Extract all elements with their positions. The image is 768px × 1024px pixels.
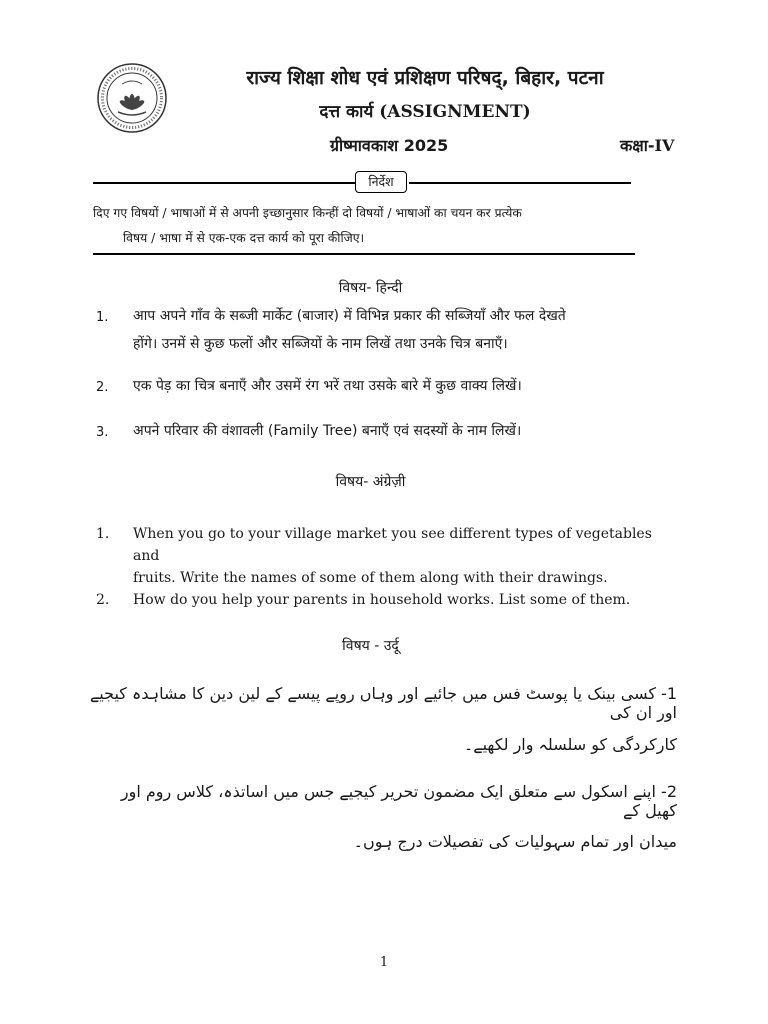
session-label: ग्रीष्मावकाश 2025 (330, 136, 449, 155)
urdu-q1-line-2: کارکردگی کو سلسلہ وار لکھیے۔ (463, 735, 677, 754)
page-number: 1 (379, 955, 389, 970)
subtitle-english: (ASSIGNMENT) (379, 102, 531, 122)
subtitle-hindi: दत्त कार्य (319, 102, 374, 122)
class-label (620, 134, 674, 156)
question-number: 1. (96, 526, 110, 542)
question-number: 1. (96, 310, 109, 325)
subject-heading-hindi: विषय- हिन्दी (338, 280, 403, 296)
council-title: राज्य शिक्षा शोध एवं प्रशिक्षण परिषद्, बिहार, पटना (246, 67, 604, 89)
english-q1-line-1: When you go to your village market you see different types of vegetables and (133, 526, 652, 564)
scert-seal-logo (96, 62, 168, 134)
instructions-heading: निर्देश (355, 171, 407, 193)
urdu-q2-line-2: میدان اور تمام سہولیات کی تفصیلات درج ہوں۔ (353, 832, 677, 851)
hindi-question-2: एक पेड़ का चित्र बनाएँ और उसमें रंग भरें तथा उसके बारे में कुछ वाक्य लिखें। (133, 378, 522, 394)
question-number: 2. (96, 380, 109, 395)
question-number: 3. (96, 425, 109, 440)
divider (93, 253, 635, 255)
class-label-text: कक्षा- (620, 136, 655, 155)
urdu-q1-line-1: 1- کسی بینک یا پوسٹ فس میں جائیے اور وہاں روپے پیسے کے لین دین کا مشاہدہ کیجیے اور ان کی (89, 684, 677, 722)
instructions-line-1: दिए गए विषयों / भाषाओं में से अपनी इच्छानुसार किन्हीं दो विषयों / भाषाओं का चयन कर प्रत्येक (93, 206, 522, 220)
subject-heading-english: विषय- अंग्रेज़ी (335, 474, 406, 490)
english-q1-line-2: fruits. Write the names of some of them along with their drawings. (133, 570, 608, 586)
question-number: 2. (96, 592, 110, 608)
instructions-text (93, 201, 633, 251)
hindi-q1-line-2: होंगे। उनमें से कुछ फलों और सब्जियों के नाम लिखें तथा उनके चित्र बनाएँ। (133, 336, 508, 352)
hindi-question-1 (133, 302, 663, 358)
hindi-q1-line-1: आप अपने गाँव के सब्जी मार्केट (बाजार) में विभिन्न प्रकार की सब्जियाँ और फल देखते (133, 308, 566, 324)
divider (93, 182, 355, 184)
class-value: IV (654, 136, 675, 155)
instructions-line-2: विषय / भाषा में से एक-एक दत्त कार्य को पूरा कीजिए। (123, 231, 365, 245)
divider (409, 182, 631, 184)
english-question-1 (133, 523, 663, 589)
subject-heading-urdu: विषय - उर्दू (342, 638, 399, 654)
assignment-subtitle (160, 99, 690, 122)
urdu-q2-line-1: 2- اپنے اسکول سے متعلق ایک مضمون تحریر کیجیے جس میں اساتذہ، کلاس روم اور کھیل کے (120, 782, 677, 820)
hindi-question-3: अपने परिवार की वंशावली (Family Tree) बनाएँ एवं सदस्यों के नाम लिखें। (133, 423, 522, 439)
english-question-2: How do you help your parents in household works. List some of them. (133, 592, 631, 608)
